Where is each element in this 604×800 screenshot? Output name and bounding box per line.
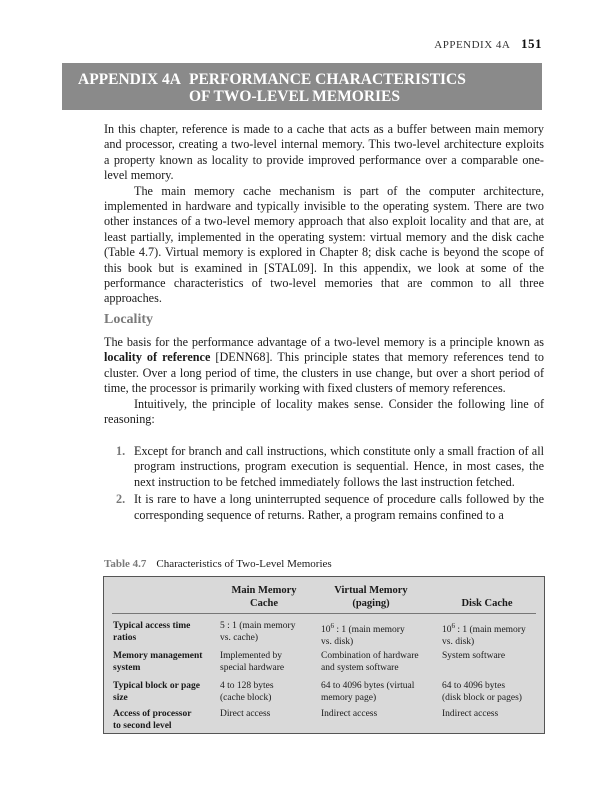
list-item-number: 1. [116, 444, 126, 458]
page-number: 151 [521, 36, 542, 51]
cell-text: System software [442, 651, 506, 661]
cell-text: vs. cache) [220, 633, 258, 643]
intro-text [104, 122, 544, 307]
table-cell: Indirect access [321, 709, 378, 719]
cell-text: size [113, 693, 128, 703]
header-text: (paging) [352, 598, 390, 609]
row-label [113, 620, 190, 644]
cell-text: 5 : 1 (main memory [220, 621, 296, 631]
cell-text: : 1 (main memory [455, 625, 526, 636]
table-header-rule [112, 613, 536, 614]
header-disk-cache [442, 597, 532, 610]
cell-text: Combination of hardware [321, 651, 419, 661]
header-main-memory-cache [220, 584, 308, 610]
cell-text: 10 [442, 625, 452, 636]
table-label: Table 4.7 [104, 558, 147, 570]
locality-text [104, 335, 544, 427]
table-cell [321, 680, 414, 704]
table-4-7 [103, 576, 545, 734]
running-head-label: APPENDIX 4A [434, 39, 510, 51]
table-cell [442, 650, 505, 662]
list-item-text: It is rare to have a long uninterrupted sequence of procedure calls followed by the corresponding sequence of returns. Rather, a program remains confined to a [134, 492, 544, 522]
header-text: Disk Cache [461, 598, 513, 609]
cell-text: (cache block) [220, 693, 272, 703]
table-cell: Direct access [220, 709, 271, 719]
cell-text: system [113, 663, 141, 673]
locality-p1-before: The basis for the performance advantage of a two-level memory is a principle known as [104, 335, 544, 349]
locality-paragraph-2: Intuitively, the principle of locality makes sense. Consider the following line of reasoning: [104, 396, 544, 427]
appendix-title-line2: OF TWO-LEVEL MEMORIES [189, 88, 401, 105]
table-cell [321, 620, 405, 648]
superscript: 6 [451, 622, 455, 630]
cell-text: Typical block or page [113, 681, 201, 691]
table-cell: Indirect access [442, 709, 499, 719]
locality-p1-after: [DENN68]. This principle states that memory references tend to cluster. Over a long period of time, the clusters in use change, but over a short period of time, the processor is primarily working with fixed clusters of memory references. [104, 350, 545, 396]
cell-text: 10 [321, 625, 331, 636]
cell-text: special hardware [220, 663, 285, 673]
cell-text: vs. disk) [321, 637, 354, 648]
cell-text: Memory management [113, 651, 203, 661]
cell-text: and system software [321, 663, 399, 673]
appendix-title [189, 71, 466, 105]
header-text: Virtual Memory [334, 585, 408, 596]
section-heading-locality: Locality [104, 312, 153, 327]
row-label [113, 680, 200, 704]
table-cell [442, 620, 526, 648]
appendix-title-line1: PERFORMANCE CHARACTERISTICS [189, 71, 466, 88]
table-caption [104, 558, 332, 570]
reasoning-list [116, 444, 544, 525]
cell-text: ratios [113, 633, 137, 643]
list-item-text: Except for branch and call instructions, which constitute only a small fraction of all program instructions, program execution is sequential. Hence, in most cases, the next instruction to be fetched immediately follows the last instruction fetched. [134, 444, 544, 489]
list-item-number: 2. [116, 492, 126, 507]
row-label [113, 708, 191, 732]
header-text: Cache [250, 598, 278, 609]
cell-text: (disk block or pages) [442, 693, 522, 703]
cell-text: to second level [113, 721, 172, 731]
locality-of-reference-term: locality of reference [104, 350, 211, 365]
table-cell [220, 680, 274, 704]
cell-text: 64 to 4096 bytes [442, 681, 506, 691]
cell-text: Typical access time [113, 621, 191, 631]
superscript: 6 [330, 622, 334, 630]
cell-text: : 1 (main memory [334, 625, 405, 636]
locality-paragraph-1 [104, 335, 544, 397]
cell-text: 4 to 128 bytes [220, 681, 274, 691]
list-item [116, 444, 544, 490]
table-caption-text: Characteristics of Two-Level Memories [156, 558, 332, 570]
cell-text: Access of processor [113, 709, 192, 719]
cell-text: vs. disk) [442, 637, 475, 648]
appendix-number: APPENDIX 4A [78, 71, 181, 88]
header-text: Main Memory [231, 585, 297, 596]
table-cell [220, 620, 295, 644]
cell-text: memory page) [321, 693, 377, 703]
table-cell [321, 650, 419, 674]
list-item [116, 492, 544, 523]
header-virtual-memory [322, 584, 420, 610]
cell-text: Implemented by [220, 651, 282, 661]
row-label [113, 650, 202, 674]
paragraph-1: In this chapter, reference is made to a cache that acts as a buffer between main memory and processor, creating a two-level internal memory. This two-level architecture exploits a property known as locality to provide improved performance over a comparable one-level memory. [104, 122, 544, 183]
running-head [434, 36, 542, 52]
paragraph-2: The main memory cache mechanism is part of the computer architecture, implemented in hardware and typically invisible to the operating system. There are two other instances of a two-level memory approach that also exploit locality and that are, at least partially, implemented in the operating system: virtual memory and the disk cache (Table 4.7). Virtual memory is explored in Chapter 8; disk cache is beyond the scope of this book but is examined in [STAL09]. In this appendix, we look at some of the performance characteristics of two-level memories that are common to all three approaches. [104, 183, 544, 306]
table-cell [442, 680, 522, 704]
cell-text: 64 to 4096 bytes (virtual [321, 681, 415, 691]
table-cell [220, 650, 284, 674]
appendix-banner [62, 63, 542, 110]
